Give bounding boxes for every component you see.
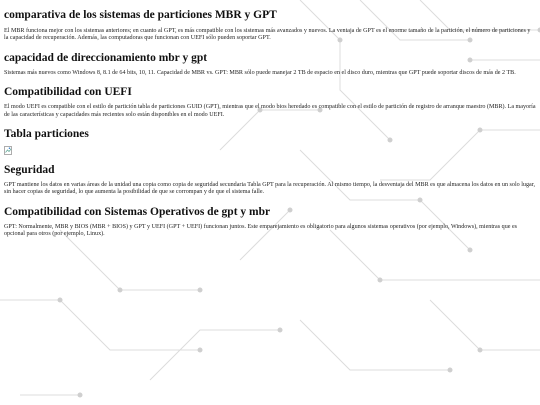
section-heading-comparativa: comparativa de los sistemas de particiones MBR y GPT <box>4 9 277 21</box>
section-text-capacidad: Sistemas más nuevos como Windows 8, 8.1 de 64 bits, 10, 11. Capacidad de MBR vs. GPT: MBR sólo puede manejar 2 TB de espacio en el disco duro, mientras que GPT puede soportar discos de más de 2 TB. <box>4 69 516 76</box>
section-text-uefi: El modo UEFI es compatible con el estilo de partición tabla de particiones GUID (GPT), mientras que el modo bios heredado es compatible con el estilo de partición de registro de arranque maestro (MBR). La mayoría de las características y capacidades más recientes solo están disponibles en el modo UEFI. <box>4 104 536 118</box>
section-heading-uefi: Compatibilidad con UEFI <box>4 86 132 99</box>
section-heading-sistemas: Compatibilidad con Sistemas Operativos de gpt y mbr <box>4 205 271 218</box>
section-text-seguridad: GPT mantiene los datos en varias áreas de la unidad una copia como copia de seguridad secundaria Tabla GPT para la recuperación. Al mismo tiempo, la desventaja del MBR es que almacena los datos en un solo lugar, sin hacer copias de seguridad, lo que aumenta la posibilidad de que se corrompan y de que el sistema falle. <box>4 182 536 196</box>
section-heading-capacidad: capacidad de direccionamiento mbr y gpt <box>4 51 208 64</box>
section-text-comparativa: El MBR funciona mejor con los sistemas anteriores; en cuanto al GPT, es más compatible con los sistemas más avanzados y nuevos. La ventaja de GPT es el enorme tamaño de la partición, el número de particiones y la capacidad de recuperación. Además, las computadoras que funcionan con UEFI sólo pueden soportar GPT. <box>4 28 531 42</box>
broken-image-icon <box>4 146 13 155</box>
section-heading-tabla: Tabla particiones <box>4 128 89 141</box>
section-text-sistemas: GPT: Normalmente, MBR y BIOS (MBR + BIOS) y GPT y UEFI (GPT + UEFI) funcionan juntos. Este emparejamiento es obligatorio para algunos sistemas operativos (por ejemplo, Windows), mientras que es opcional para otros (por ejemplo, Linux). <box>4 223 518 238</box>
section-heading-seguridad: Seguridad <box>4 164 55 177</box>
